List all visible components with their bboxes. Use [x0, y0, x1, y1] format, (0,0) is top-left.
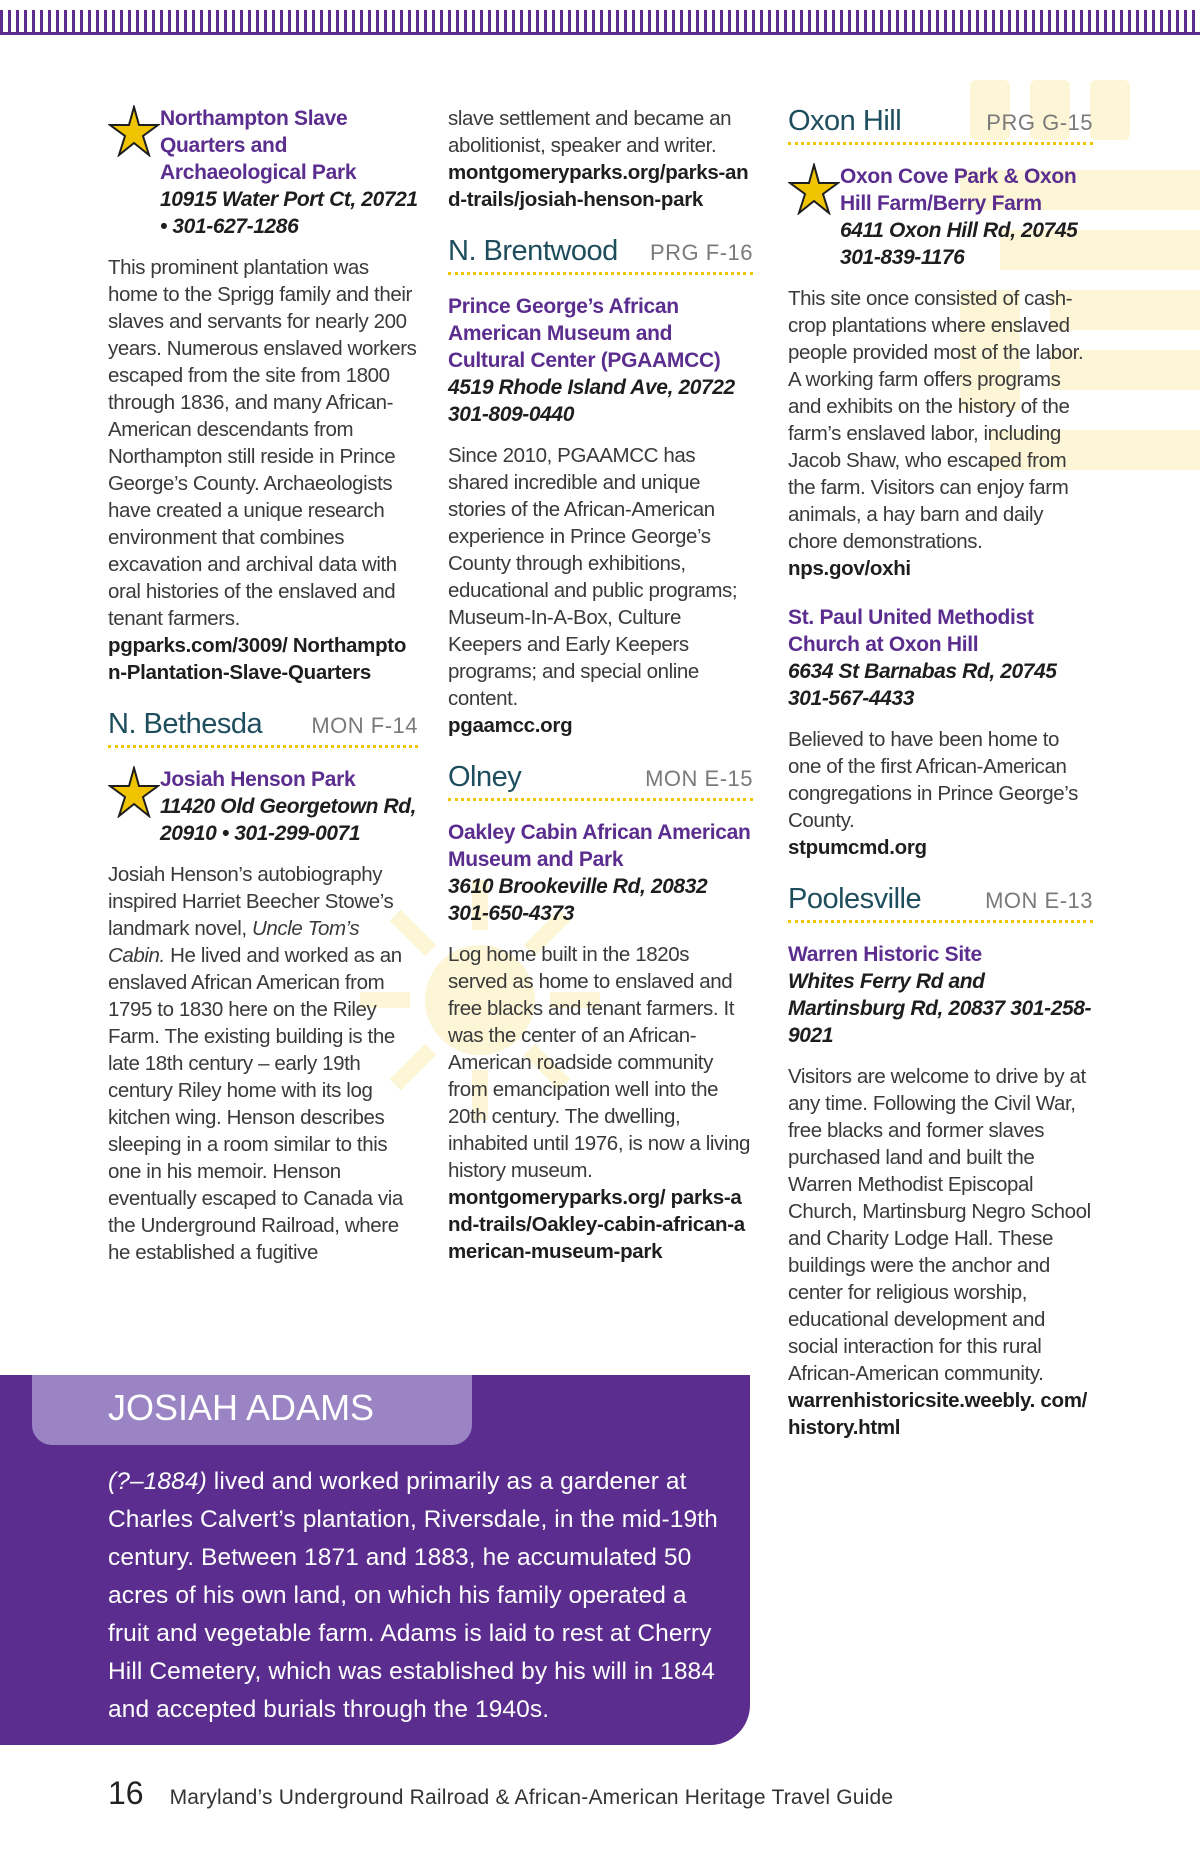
star-icon [788, 163, 840, 215]
region-name: Oxon Hill [788, 105, 902, 137]
entry-title: Northampton Slave Quarters and Archaeological Park [160, 107, 357, 184]
region-name: Olney [448, 761, 522, 793]
entry-title: Oakley Cabin African American Museum and Park [448, 821, 751, 871]
region-map-code: MON E-13 [985, 888, 1093, 913]
entry-description: Since 2010, PGAAMCC has shared incredible and unique stories of the African-American experience in Prince George’s County through exhibitions, educational and public programs; Museum-In-A-Box, Culture Keepers and Early Keepers programs; and special online content. [448, 444, 738, 710]
entry-description: This prominent plantation was home to the Sprigg family and their slaves and servants for nearly 200 years. Numerous enslaved workers escaped from the site from 1800 through 1836, and many African-American descendants from Northampton still reside in Prince George’s County. Archaeologists have created a unique research environment that combines excavation and archival data with oral histories of the enslaved and tenant farmers. [108, 256, 417, 630]
entry-description: This site once consisted of cash-crop plantations where enslaved people provided most of the labor. A working farm offers programs and exhibits on the history of the farm’s enslaved labor, including Jacob Shaw, who escaped from the farm. Visitors can enjoy farm animals, a hay barn and daily chore demonstrations. [788, 287, 1084, 553]
entry-link[interactable]: pgaamcc.org [448, 714, 573, 737]
region-header-bethesda [108, 708, 418, 748]
entry-address: 4519 Rhode Island Ave, 20722 301-809-0440 [448, 376, 735, 426]
entry-title: Warren Historic Site [788, 943, 982, 966]
region-map-code: MON E-15 [645, 766, 753, 791]
entry-link[interactable]: nps.gov/oxhi [788, 557, 911, 580]
region-header-oxon-hill [788, 105, 1093, 145]
entry-description: Visitors are welcome to drive by at any time. Following the Civil War, free blacks and former slaves purchased land and built the Warren Methodist Episcopal Church, Martinsburg Negro School and Charity Lodge Hall. These buildings were the anchor and center for religious worship, educational development and social interaction for this rural African-American community. [788, 1065, 1091, 1385]
column-2 [448, 105, 753, 1265]
region-map-code: MON F-14 [311, 713, 418, 738]
entry-address: 10915 Water Port Ct, 20721 • 301-627-1286 [160, 188, 418, 238]
entry-address: 11420 Old Georgetown Rd, 20910 • 301-299-0071 [160, 795, 417, 845]
biography-sidebar [0, 1375, 750, 1745]
region-header-brentwood [448, 235, 753, 275]
entry-address: 3610 Brookeville Rd, 20832 301-650-4373 [448, 875, 708, 925]
entry-henson [108, 766, 418, 847]
entry-link[interactable]: warrenhistoricsite.weebly. com/history.html [788, 1389, 1088, 1439]
entry-st-paul [788, 604, 1093, 861]
sidebar-body: (?–1884) lived and worked primarily as a gardener at Charles Calvert’s plantation, Riversdale, in the mid-19th century. Between 1871 and 1883, he accumulated 50 acres of his own land, on which his family operated a fruit and vegetable farm. Adams is laid to rest at Cherry Hill Cemetery, which was established by his will in 1884 and accepted burials through the 1940s. [108, 1468, 718, 1723]
column-1 [108, 105, 418, 1266]
region-name: N. Brentwood [448, 235, 618, 267]
entry-oxon-cove [788, 163, 1093, 271]
entry-address: Whites Ferry Rd and Martinsburg Rd, 20837 301-258-9021 [788, 970, 1092, 1047]
entry-address: 6634 St Barnabas Rd, 20745 301-567-4433 [788, 660, 1057, 710]
entry-pgaamcc [448, 293, 753, 739]
region-header-olney [448, 761, 753, 801]
entry-title: Prince George’s African American Museum and Cultural Center (PGAAMCC) [448, 295, 721, 372]
column-3 [788, 105, 1093, 1441]
region-header-poolesville [788, 883, 1093, 923]
region-name: Poolesville [788, 883, 922, 915]
star-icon [108, 766, 160, 818]
star-icon [108, 105, 160, 157]
guide-title: Maryland’s Underground Railroad & African-American Heritage Travel Guide [169, 1786, 894, 1809]
entry-description: Log home built in the 1820s served as home to enslaved and free blacks and tenant farmers. It was the center of an African-American roadside community from emancipation well into the 20th century. The dwelling, inhabited until 1976, is now a living history museum. [448, 943, 751, 1182]
entry-link[interactable]: montgomeryparks.org/parks-and-trails/josiah-henson-park [448, 161, 749, 211]
page-number: 16 [108, 1775, 144, 1811]
entry-title: St. Paul United Methodist Church at Oxon Hill [788, 606, 1034, 656]
entry-northampton [108, 105, 418, 240]
entry-link[interactable]: pgparks.com/3009/ Northampton-Plantation-Slave-Quarters [108, 634, 407, 684]
sidebar-title: JOSIAH ADAMS [108, 1387, 375, 1428]
entry-link[interactable]: montgomeryparks.org/ parks-and-trails/Oakley-cabin-african-american-museum-park [448, 1186, 745, 1263]
region-name: N. Bethesda [108, 708, 263, 740]
entry-address: 6411 Oxon Hill Rd, 20745 301-839-1176 [840, 219, 1078, 269]
entry-description: Believed to have been home to one of the first African-American congregations in Prince George’s County. [788, 728, 1078, 832]
entry-description-continued: slave settlement and became an abolitionist, speaker and writer. [448, 107, 732, 157]
entry-northampton-body [108, 254, 418, 686]
entry-title: Josiah Henson Park [160, 768, 356, 791]
entry-oakley [448, 819, 753, 1265]
entry-title: Oxon Cove Park & Oxon Hill Farm/Berry Farm [840, 165, 1077, 215]
entry-warren [788, 941, 1093, 1441]
entry-link[interactable]: stpumcmd.org [788, 836, 927, 859]
sidebar-dates: (?–1884) [108, 1468, 207, 1495]
region-map-code: PRG G-15 [986, 110, 1093, 135]
decorative-top-border [0, 0, 1200, 35]
page-footer [108, 1775, 893, 1812]
entry-description: Josiah Henson’s autobiography inspired Harriet Beecher Stowe’s landmark novel, Uncle Tom’s Cabin. He lived and worked as an enslaved African American from 1795 to 1830 here on the Riley Farm. The existing building is the late 18th century – early 19th century Riley home with its log kitchen wing. Henson describes sleeping in a room similar to this one in his memoir. Henson eventually escaped to Canada via the Underground Railroad, where he established a fugitive [108, 863, 403, 1264]
region-map-code: PRG F-16 [649, 240, 753, 265]
